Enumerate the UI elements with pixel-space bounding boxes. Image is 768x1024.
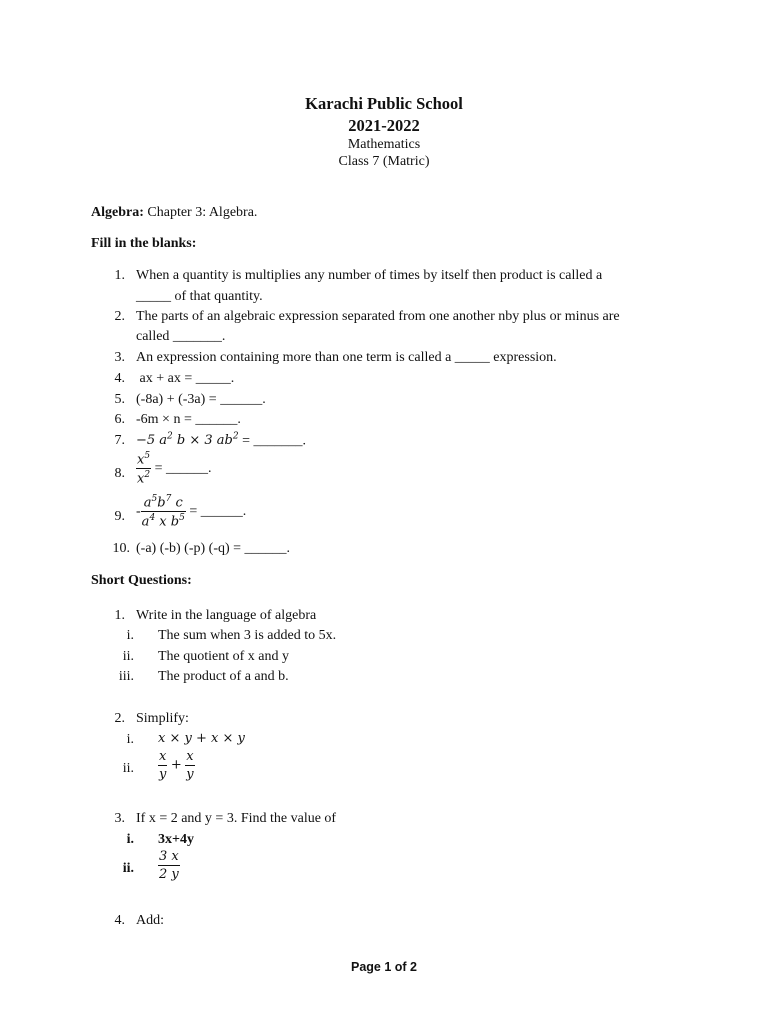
class-name: Class 7 (Matric) — [338, 154, 430, 169]
item-text: ax + ax = _____. — [136, 371, 235, 386]
item-number: 7. — [114, 433, 125, 448]
q4-number: 4. — [114, 913, 125, 928]
school-name: Karachi Public School — [305, 94, 463, 113]
item-text: (-a) (-b) (-p) (-q) = ______. — [136, 541, 291, 556]
fraction: $\frac{3 x}{2 y}$ — [159, 849, 179, 882]
topic-value: Chapter 3: Algebra. — [147, 205, 258, 220]
item-text: _____ of that quantity. — [136, 289, 263, 304]
q1-sub-number: ii. — [122, 649, 134, 664]
q3-sub-number: ii. — [122, 861, 134, 876]
fraction: $\frac{x^5}{x^2}$ — [137, 451, 151, 487]
q3-expression-2 — [158, 850, 180, 881]
fraction: $\frac{x}{y}$ — [186, 749, 194, 782]
page-number: Page 1 of 2 — [351, 960, 417, 974]
item-text: -6m × n = ______. — [136, 412, 241, 427]
item-number: 9. — [114, 509, 125, 524]
fraction: $\frac{x}{y}$ — [159, 749, 167, 782]
fill-blanks-heading: Fill in the blanks: — [91, 236, 197, 251]
q2-sub-number: ii. — [122, 761, 134, 776]
item-9-expression: - $\frac{a^5b^7 c}{a^4 x b^5}$ = ______. — [136, 494, 247, 530]
academic-year: 2021-2022 — [348, 116, 420, 135]
item-number: 2. — [114, 309, 125, 324]
item-text: The parts of an algebraic expression separated from one another nby plus or minus are — [136, 309, 620, 324]
item-8-expression — [136, 452, 211, 486]
fraction: $\frac{a^5b^7 c}{a^4 x b^5}$ — [141, 494, 185, 530]
q1-sub-text: The quotient of x and y — [158, 649, 290, 664]
q1-text: Write in the language of algebra — [136, 608, 317, 623]
q3-sub-number: i. — [126, 832, 134, 847]
q3-text: If x = 2 and y = 3. Find the value of — [136, 811, 337, 826]
item-text: When a quantity is multiplies any number of times by itself then product is called a — [136, 268, 603, 283]
q2-text: Simplify: — [136, 711, 189, 726]
q1-sub-text: The sum when 3 is added to 5x. — [158, 628, 337, 643]
q2-expression-1: x × y + x × y — [158, 731, 245, 746]
short-questions-heading: Short Questions: — [91, 573, 192, 588]
topic-line — [91, 205, 257, 221]
item-7-expression: −5 $a^2$ b × 3 $ab^2$ = _______. — [136, 432, 307, 449]
q2-number: 2. — [114, 711, 125, 726]
item-text: = ______. — [189, 504, 247, 520]
item-text: An expression containing more than one term is called a _____ expression. — [136, 350, 557, 365]
item-text: (-8a) + (-3a) = ______. — [136, 392, 266, 407]
item-number: 4. — [114, 371, 125, 386]
q3-number: 3. — [114, 811, 125, 826]
topic-label: Algebra: — [91, 205, 144, 220]
item-number: 6. — [114, 412, 125, 427]
q3-expression-1: 3x+4y — [158, 832, 194, 847]
item-number: 8. — [114, 466, 125, 481]
q1-number: 1. — [114, 608, 125, 623]
q1-sub-number: iii. — [118, 669, 134, 684]
item-number: 3. — [114, 350, 125, 365]
item-text: = _______. — [242, 433, 307, 449]
item-text: called _______. — [136, 329, 226, 344]
q1-sub-number: i. — [126, 628, 134, 643]
item-number: 1. — [114, 268, 125, 283]
q2-expression-2: $\frac{x}{y}$ + $\frac{x}{y}$ — [159, 749, 194, 782]
q1-sub-text: The product of a and b. — [158, 669, 289, 684]
item-number: 5. — [114, 392, 125, 407]
q4-text: Add: — [136, 913, 164, 928]
item-number: 10. — [112, 541, 130, 556]
subject: Mathematics — [347, 137, 421, 152]
item-text: = ______. — [154, 461, 212, 477]
q2-sub-number: i. — [126, 732, 134, 747]
